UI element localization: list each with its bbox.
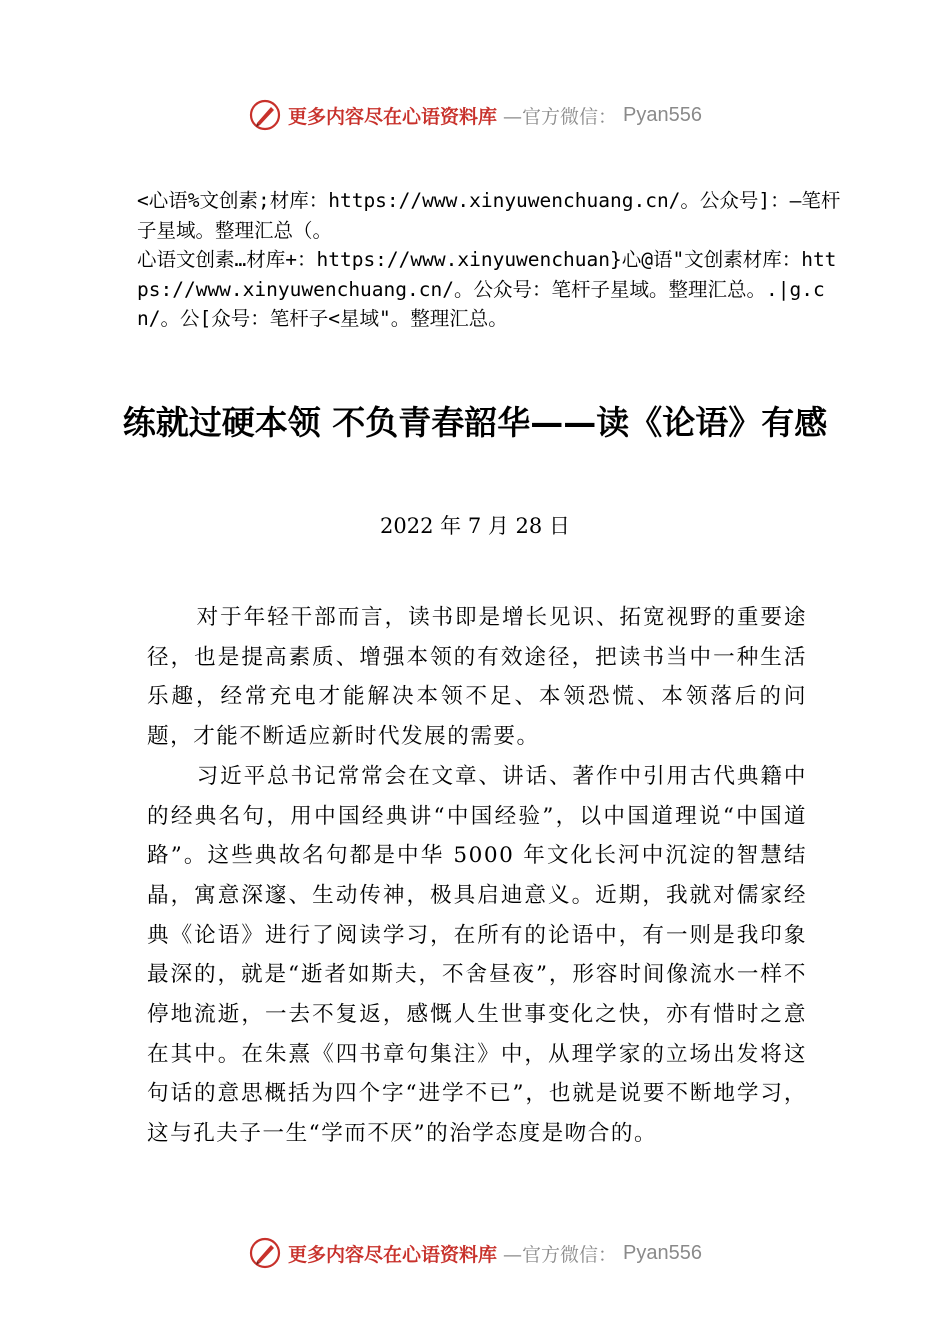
article-date: 2022 年 7 月 28 日 bbox=[380, 514, 570, 538]
article-title: 练就过硬本领 不负青春韶华——读《论语》有感 bbox=[122, 403, 828, 442]
body-paragraph: 习近平总书记常常会在文章、讲话、著作中引用古代典籍中的经典名句，用中国经典讲“中国经验”，以中国道理说“中国道路”。这些典故名句都是中华 5000 年文化长河中沉淀的智慧结晶，寓意深邃、生动传神，极具启迪意义。近期，我就对儒家经典《论语》进行了阅读学习，在所有的论语中，有一则是我印象最深的，就是“逝者如斯夫，不舍昼夜”，形容时间像流水一样不停地流逝，一去不复返，感慨人生世事变化之快，亦有惜时之意在其中。在朱熹《四书章句集注》中，从理学家的立场出发将这句话的意思概括为四个字“进学不已”，也就是说要不断地学习，这与孔夫子一生“学而不厌”的治学态度是吻合的。 bbox=[147, 763, 807, 1147]
banner-red-text: 更多内容尽在心语资料库 bbox=[288, 1243, 498, 1266]
watermark-line: <心语%文创素;材库：https://www.xinyuwenchuang.cn/。公众号]：—笔杆子星域。整理汇总（。 bbox=[137, 189, 841, 242]
body-paragraph: 对于年轻干部而言，读书即是增长见识、拓宽视野的重要途径，也是提高素质、增强本领的有效途径，把读书当中一种生活乐趣，经常充电才能解决本领不足、本领恐慌、本领落后的问题，才能不断适应新时代发展的需要。 bbox=[147, 605, 807, 750]
banner-wechat-id: Pyan556 bbox=[623, 103, 702, 126]
footer-banner bbox=[0, 1233, 950, 1273]
pen-circle-icon bbox=[248, 1236, 282, 1270]
banner-red-text: 更多内容尽在心语资料库 bbox=[288, 105, 498, 128]
watermark-text-block bbox=[137, 186, 841, 334]
banner-grey-text: —官方微信： bbox=[503, 105, 618, 128]
watermark-line: 心语文创素…材库+：https://www.xinyuwenchuan}心@语"文创素材库：https://www.xinyuwenchuang.cn/。公众号：笔杆子星域。整理汇总。.|g.cn/。公[众号：笔杆子<星域"。整理汇总。 bbox=[137, 248, 837, 330]
banner-grey-text: —官方微信： bbox=[503, 1243, 618, 1266]
pen-circle-icon bbox=[248, 98, 282, 132]
banner-wechat-id: Pyan556 bbox=[623, 1241, 702, 1264]
article-body bbox=[147, 598, 807, 1154]
header-banner bbox=[0, 95, 950, 135]
